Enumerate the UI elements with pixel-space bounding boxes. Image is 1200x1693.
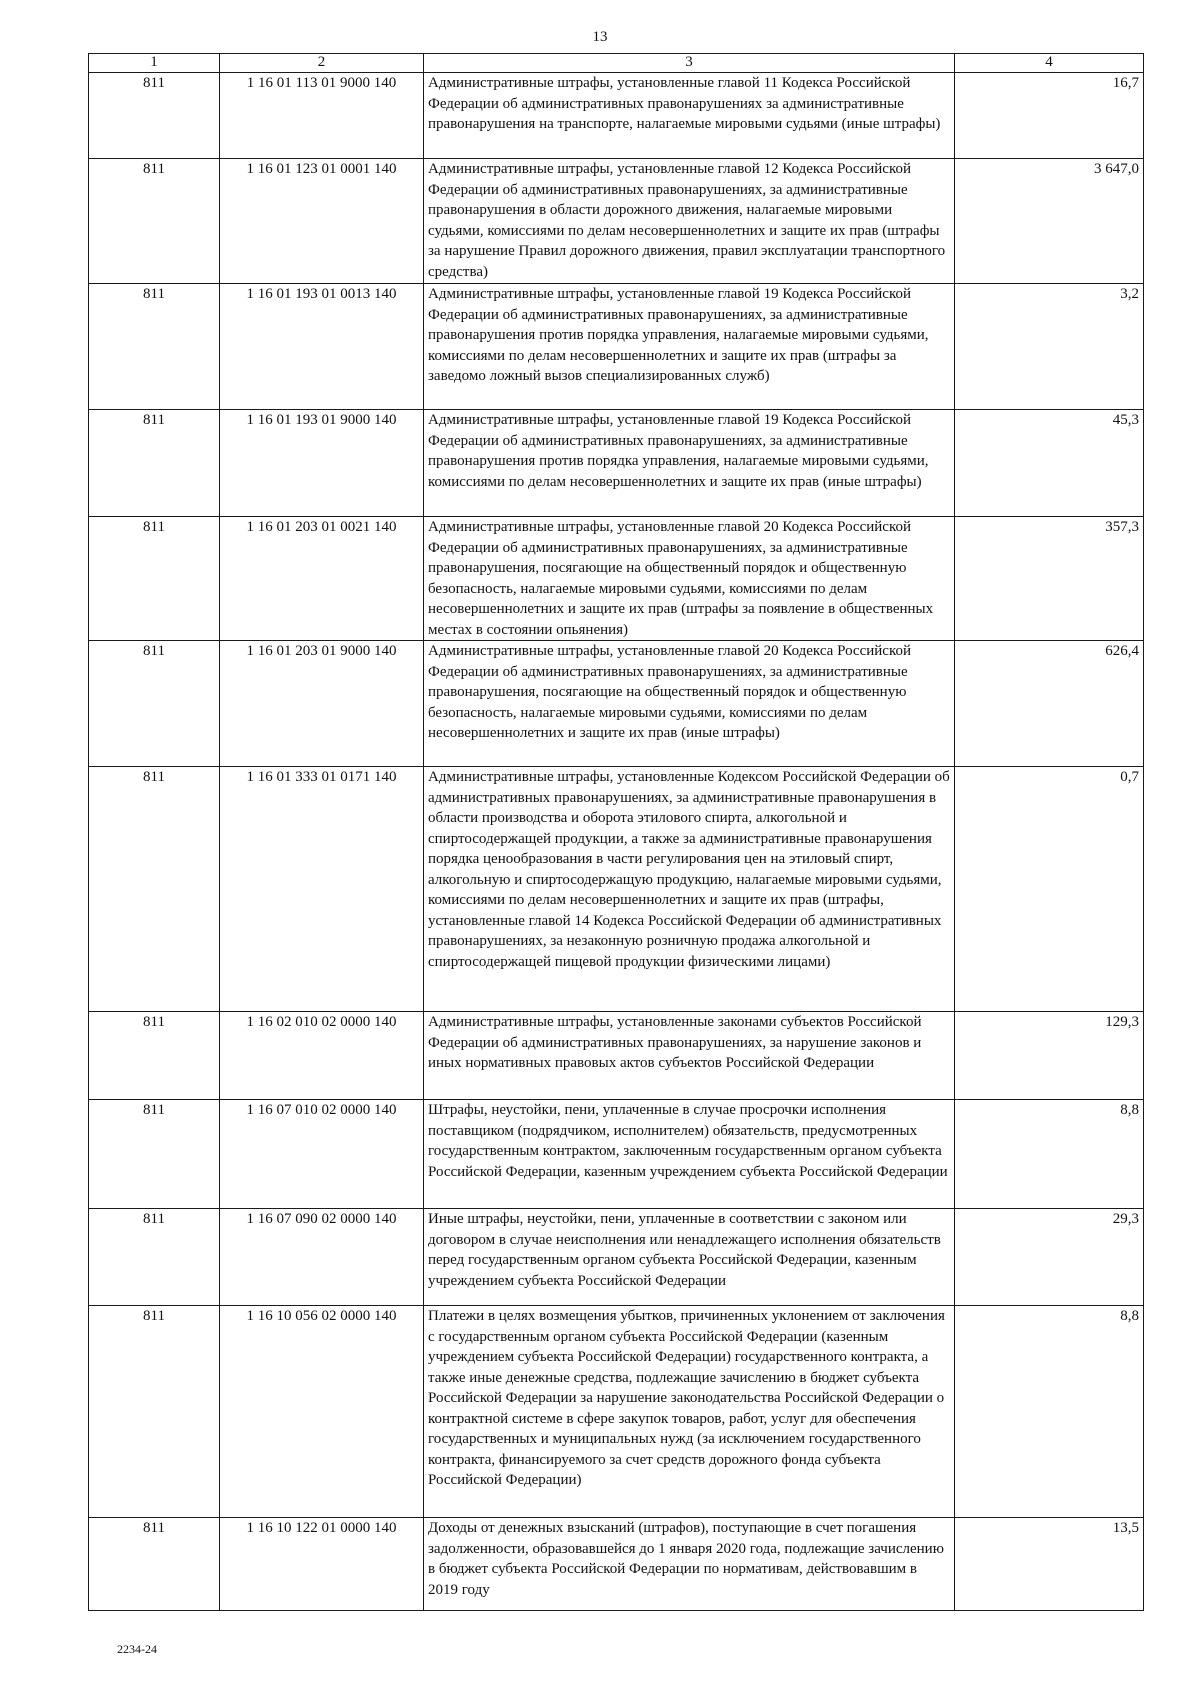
column-header: 2 <box>220 54 424 73</box>
admin-code-cell: 811 <box>89 410 220 517</box>
admin-code-cell: 811 <box>89 1518 220 1611</box>
table-row <box>89 641 1144 767</box>
budget-code-cell: 1 16 01 193 01 9000 140 <box>220 410 424 517</box>
budget-code-cell: 1 16 01 203 01 9000 140 <box>220 641 424 767</box>
revenue-name-cell: Платежи в целях возмещения убытков, причиненных уклонением от заключения с государственным органом субъекта Российской Федерации (казенным учреждением субъекта Российской Федерации) государственного контракта, а также иные денежные средства, подлежащие зачислению в бюджет субъекта Российской Федерации за нарушение законодательства Российской Федерации о контрактной системе в сфере закупок товаров, работ, услуг для обеспечения государственных и муниципальных нужд (за исключением государственного контракта, финансируемого за счет средств дорожного фонда субъекта Российской Федерации) <box>424 1306 955 1518</box>
revenue-name-cell: Административные штрафы, установленные главой 19 Кодекса Российской Федерации об административных правонарушениях, за административные правонарушения против порядка управления, налагаемые мировыми судьями, комиссиями по делам несовершеннолетних и защите их прав (иные штрафы) <box>424 410 955 517</box>
admin-code-cell: 811 <box>89 73 220 159</box>
amount-cell: 357,3 <box>955 517 1144 641</box>
budget-code-cell: 1 16 07 090 02 0000 140 <box>220 1209 424 1306</box>
amount-cell: 626,4 <box>955 641 1144 767</box>
revenue-name-cell: Административные штрафы, установленные главой 11 Кодекса Российской Федерации об административных правонарушениях за административные правонарушения на транспорте, налагаемые мировыми судьями (иные штрафы) <box>424 73 955 159</box>
column-header: 4 <box>955 54 1144 73</box>
admin-code-cell: 811 <box>89 1306 220 1518</box>
table-row <box>89 1012 1144 1100</box>
budget-code-cell: 1 16 10 122 01 0000 140 <box>220 1518 424 1611</box>
amount-cell: 13,5 <box>955 1518 1144 1611</box>
admin-code-cell: 811 <box>89 1209 220 1306</box>
table-row <box>89 410 1144 517</box>
admin-code-cell: 811 <box>89 641 220 767</box>
budget-code-cell: 1 16 01 333 01 0171 140 <box>220 767 424 1012</box>
revenue-name-cell: Доходы от денежных взысканий (штрафов), поступающие в счет погашения задолженности, образовавшейся до 1 января 2020 года, подлежащие зачислению в бюджет субъекта Российской Федерации по нормативам, действовавшим в 2019 году <box>424 1518 955 1611</box>
table-row <box>89 73 1144 159</box>
budget-code-cell: 1 16 01 123 01 0001 140 <box>220 159 424 284</box>
revenue-name-cell: Административные штрафы, установленные законами субъектов Российской Федерации об административных правонарушениях, за нарушение законов и иных нормативных правовых актов субъектов Российской Федерации <box>424 1012 955 1100</box>
column-header: 1 <box>89 54 220 73</box>
revenue-name-cell: Штрафы, неустойки, пени, уплаченные в случае просрочки исполнения поставщиком (подрядчиком, исполнителем) обязательств, предусмотренных государственным контрактом, заключенным государственным органом субъекта Российской Федерации, казенным учреждением субъекта Российской Федерации <box>424 1100 955 1209</box>
admin-code-cell: 811 <box>89 1012 220 1100</box>
table-row <box>89 517 1144 641</box>
revenue-table-wrap <box>88 53 1143 1611</box>
revenue-name-cell: Административные штрафы, установленные главой 20 Кодекса Российской Федерации об административных правонарушениях, за административные правонарушения, посягающие на общественный порядок и общественную безопасность, налагаемые мировыми судьями, комиссиями по делам несовершеннолетних и защите их прав (иные штрафы) <box>424 641 955 767</box>
budget-code-cell: 1 16 01 113 01 9000 140 <box>220 73 424 159</box>
table-row <box>89 1209 1144 1306</box>
table-row <box>89 284 1144 410</box>
table-header-row <box>89 54 1144 73</box>
budget-code-cell: 1 16 01 193 01 0013 140 <box>220 284 424 410</box>
admin-code-cell: 811 <box>89 767 220 1012</box>
amount-cell: 8,8 <box>955 1306 1144 1518</box>
revenue-name-cell: Административные штрафы, установленные главой 19 Кодекса Российской Федерации об административных правонарушениях, за административные правонарушения против порядка управления, налагаемые мировыми судьями, комиссиями по делам несовершеннолетних и защите их прав (штрафы за заведомо ложный вызов специализированных служб) <box>424 284 955 410</box>
amount-cell: 29,3 <box>955 1209 1144 1306</box>
admin-code-cell: 811 <box>89 517 220 641</box>
revenue-name-cell: Административные штрафы, установленные главой 20 Кодекса Российской Федерации об административных правонарушениях, за административные правонарушения, посягающие на общественный порядок и общественную безопасность, налагаемые мировыми судьями, комиссиями по делам несовершеннолетних и защите их прав (штрафы за появление в общественных местах в состоянии опьянения) <box>424 517 955 641</box>
table-row <box>89 1306 1144 1518</box>
budget-code-cell: 1 16 07 010 02 0000 140 <box>220 1100 424 1209</box>
amount-cell: 45,3 <box>955 410 1144 517</box>
admin-code-cell: 811 <box>89 284 220 410</box>
table-row <box>89 1518 1144 1611</box>
budget-code-cell: 1 16 01 203 01 0021 140 <box>220 517 424 641</box>
admin-code-cell: 811 <box>89 159 220 284</box>
amount-cell: 16,7 <box>955 73 1144 159</box>
page-number: 13 <box>592 29 608 45</box>
amount-cell: 129,3 <box>955 1012 1144 1100</box>
budget-code-cell: 1 16 02 010 02 0000 140 <box>220 1012 424 1100</box>
table-row <box>89 767 1144 1012</box>
document-footer-code: 2234-24 <box>117 1642 157 1656</box>
amount-cell: 0,7 <box>955 767 1144 1012</box>
table-row <box>89 159 1144 284</box>
revenue-name-cell: Административные штрафы, установленные главой 12 Кодекса Российской Федерации об административных правонарушениях, за административные правонарушения в области дорожного движения, налагаемые мировыми судьями, комиссиями по делам несовершеннолетних и защите их прав (штрафы за нарушение Правил дорожного движения, правил эксплуатации транспортного средства) <box>424 159 955 284</box>
revenue-table <box>88 53 1144 1611</box>
table-body <box>89 73 1144 1611</box>
amount-cell: 3,2 <box>955 284 1144 410</box>
amount-cell: 8,8 <box>955 1100 1144 1209</box>
admin-code-cell: 811 <box>89 1100 220 1209</box>
amount-cell: 3 647,0 <box>955 159 1144 284</box>
revenue-name-cell: Административные штрафы, установленные Кодексом Российской Федерации об административных правонарушениях, за административные правонарушения в области производства и оборота этилового спирта, алкогольной и спиртосодержащей продукции, а также за административные правонарушения порядка ценообразования в части регулирования цен на этиловый спирт, алкогольную и спиртосодержащую продукцию, налагаемые мировыми судьями, комиссиями по делам несовершеннолетних и защите их прав (штрафы, установленные главой 14 Кодекса Российской Федерации об административных правонарушениях, за незаконную розничную продажа алкогольной и спиртосодержащей пищевой продукции физическими лицами) <box>424 767 955 1012</box>
column-header: 3 <box>424 54 955 73</box>
budget-code-cell: 1 16 10 056 02 0000 140 <box>220 1306 424 1518</box>
table-row <box>89 1100 1144 1209</box>
revenue-name-cell: Иные штрафы, неустойки, пени, уплаченные в соответствии с законом или договором в случае неисполнения или ненадлежащего исполнения обязательств перед государственным органом субъекта Российской Федерации, казенным учреждением субъекта Российской Федерации <box>424 1209 955 1306</box>
